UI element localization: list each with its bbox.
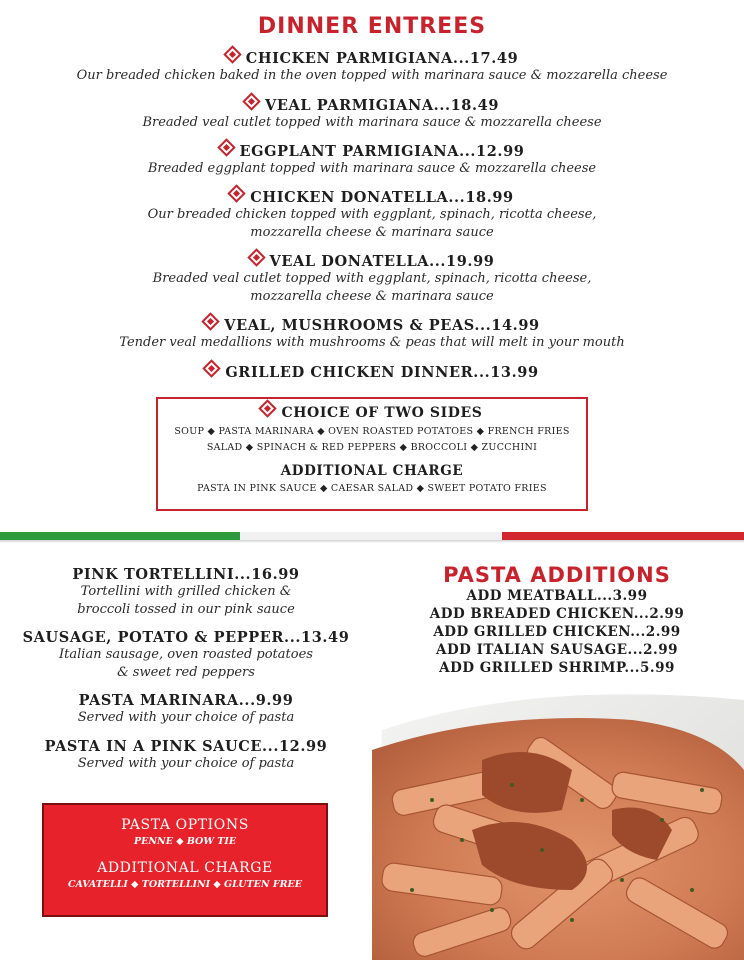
- pasta-additions-list: [404, 587, 710, 677]
- pasta-desc: Tortellini with grilled chicken &: [80, 584, 292, 599]
- entree-name: EGGPLANT PARMIGIANA...12.99: [239, 143, 525, 160]
- diamond-icon: [223, 45, 241, 63]
- pasta-desc: broccoli tossed in our pink sauce: [77, 602, 295, 617]
- addition-item: ADD MEATBALL...3.99: [466, 588, 648, 604]
- entree-name: VEAL, MUSHROOMS & PEAS...14.99: [224, 317, 540, 334]
- diamond-icon: [247, 248, 265, 266]
- entree-desc: Our breaded chicken topped with eggplant, spinach, ricotta cheese,: [147, 207, 597, 222]
- pasta-photo: [372, 690, 744, 960]
- diamond-icon: [242, 92, 260, 110]
- pasta-name: PINK TORTELLINI...16.99: [72, 566, 300, 583]
- entree-desc: mozzarella cheese & marinara sauce: [250, 289, 494, 304]
- pasta-options-line: PENNE ◆ BOW TIE: [133, 836, 237, 847]
- diamond-icon: [202, 312, 220, 330]
- addition-item: ADD GRILLED SHRIMP...5.99: [439, 660, 675, 676]
- addition-item: ADD GRILLED CHICKEN...2.99: [433, 624, 681, 640]
- pasta-desc: & sweet red peppers: [117, 665, 255, 680]
- flag-stripe-red: [502, 532, 744, 540]
- pasta-options-additional-line: CAVATELLI ◆ TORTELLINI ◆ GLUTEN FREE: [68, 879, 302, 890]
- entree-desc: Breaded eggplant topped with marinara sauce & mozzarella cheese: [147, 161, 597, 176]
- entree-eggplant-parmigiana: [0, 143, 744, 178]
- pasta-name: SAUSAGE, POTATO & PEPPER...13.49: [22, 629, 350, 646]
- diamond-icon: [228, 184, 246, 202]
- sides-line-2: SALAD ◆ SPINACH & RED PEPPERS ◆ BROCCOLI ◆ ZUCCHINI: [206, 442, 538, 453]
- entree-grilled-chicken-dinner: [0, 364, 744, 381]
- pasta-photo-illustration: [372, 690, 744, 960]
- entree-desc: Tender veal medallions with mushrooms & peas that will melt in your mouth: [119, 335, 625, 350]
- entree-name: VEAL DONATELLA...19.99: [269, 253, 495, 270]
- entree-name: CHICKEN DONATELLA...18.99: [250, 189, 514, 206]
- entree-veal-mushrooms-peas: [0, 317, 744, 352]
- pasta-options-title: PASTA OPTIONS: [121, 817, 249, 833]
- entree-chicken-donatella: [0, 189, 744, 242]
- sides-additional-line: PASTA IN PINK SAUCE ◆ CAESAR SALAD ◆ SWEET POTATO FRIES: [197, 483, 547, 494]
- diamond-icon: [203, 359, 221, 377]
- pasta-options-additional-title: ADDITIONAL CHARGE: [97, 860, 273, 876]
- pasta-sausage-potato-pepper: [0, 629, 372, 682]
- pasta-name: PASTA IN A PINK SAUCE...12.99: [44, 738, 328, 755]
- diamond-icon: [259, 399, 277, 417]
- entree-name: CHICKEN PARMIGIANA...17.49: [245, 50, 519, 67]
- sides-box: [156, 397, 588, 511]
- entree-desc: Breaded veal cutlet topped with eggplant, spinach, ricotta cheese,: [152, 271, 592, 286]
- entree-desc: Breaded veal cutlet topped with marinara sauce & mozzarella cheese: [142, 115, 602, 130]
- pasta-options-box: [42, 803, 328, 917]
- addition-item: ADD ITALIAN SAUSAGE...2.99: [435, 642, 679, 658]
- pasta-marinara: [0, 692, 372, 727]
- sides-title: CHOICE OF TWO SIDES: [281, 405, 483, 421]
- entree-chicken-parmigiana: [0, 50, 744, 85]
- pasta-pink-tortellini: [0, 566, 372, 619]
- pasta-name: PASTA MARINARA...9.99: [78, 692, 294, 709]
- entree-name: GRILLED CHICKEN DINNER...13.99: [225, 364, 539, 381]
- pasta-additions-title: PASTA ADDITIONS: [443, 563, 671, 587]
- pasta-desc: Italian sausage, oven roasted potatoes: [59, 647, 313, 662]
- entree-desc: mozzarella cheese & marinara sauce: [250, 225, 494, 240]
- entree-desc: Our breaded chicken baked in the oven topped with marinara sauce & mozzarella cheese: [76, 68, 668, 83]
- pasta-desc: Served with your choice of pasta: [77, 710, 295, 725]
- flag-stripe-green: [0, 532, 240, 540]
- sides-line-1: SOUP ◆ PASTA MARINARA ◆ OVEN ROASTED POTATOES ◆ FRENCH FRIES: [174, 426, 570, 437]
- sides-additional-title: ADDITIONAL CHARGE: [280, 463, 464, 479]
- dinner-entrees-title: DINNER ENTREES: [257, 14, 487, 39]
- stripe-shadow: [0, 540, 744, 543]
- addition-item: ADD BREADED CHICKEN...2.99: [429, 606, 685, 622]
- entree-veal-donatella: [0, 253, 744, 306]
- flag-stripe-white: [240, 532, 502, 540]
- pasta-desc: Served with your choice of pasta: [77, 756, 295, 771]
- diamond-icon: [217, 138, 235, 156]
- pasta-in-pink-sauce: [0, 738, 372, 773]
- entree-name: VEAL PARMIGIANA...18.49: [264, 97, 500, 114]
- entree-veal-parmigiana: [0, 97, 744, 132]
